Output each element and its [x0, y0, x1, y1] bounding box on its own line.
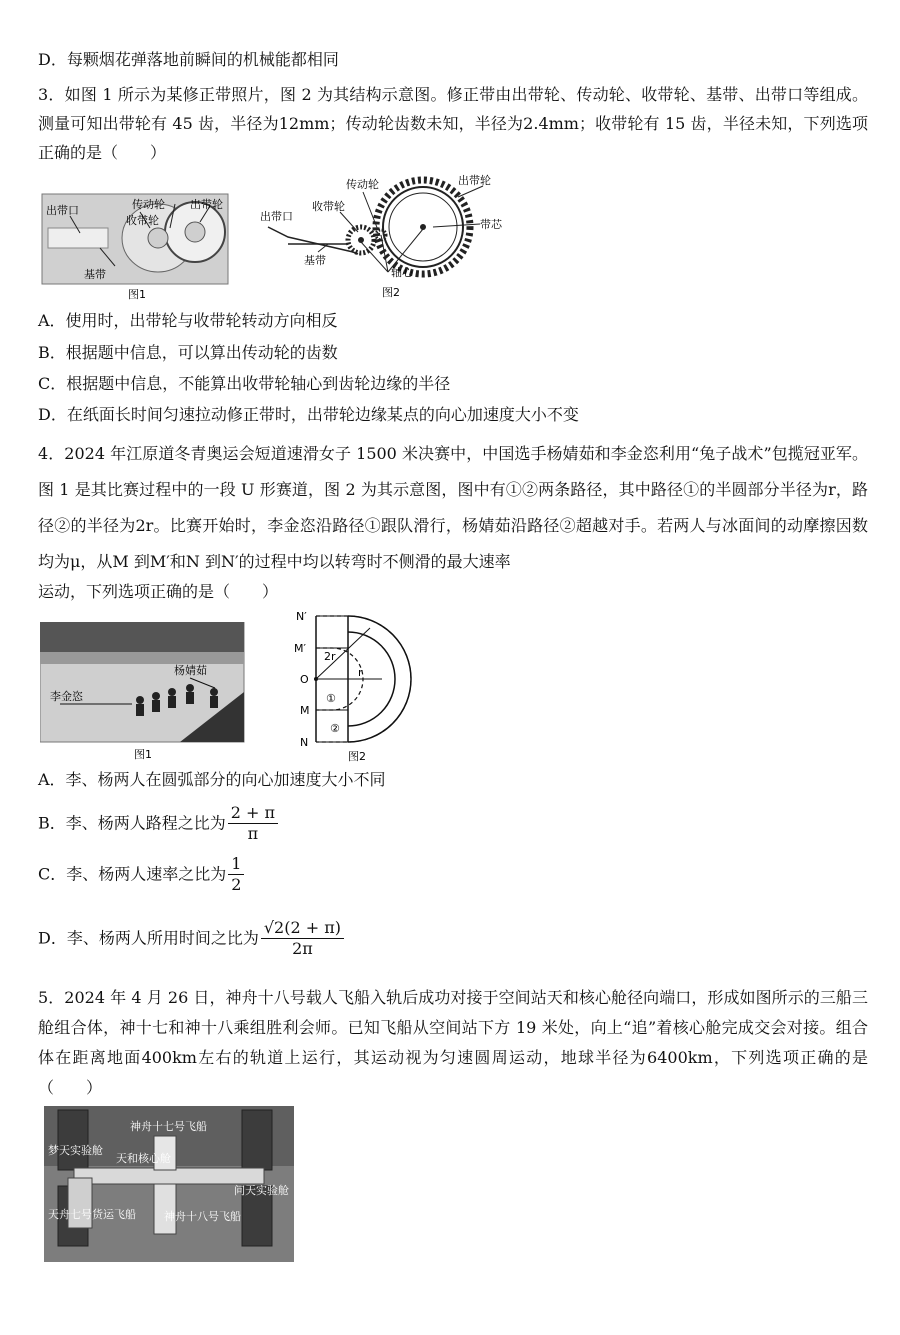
q4-fig2-label-O: O	[300, 673, 309, 686]
q4-figure-1	[40, 622, 246, 762]
fig1-label-supply: 出带轮	[190, 198, 223, 211]
q4-option-b-den: π	[247, 824, 259, 843]
q4-option-b-num: 2 + π	[228, 803, 278, 824]
q5-label-tianhe: 天和核心舱	[116, 1152, 171, 1165]
fig1-label-outlet: 出带口	[46, 204, 79, 217]
q4-fig2-label-path1: ①	[326, 692, 336, 705]
q4-fig1-label-li: 李金恣	[50, 690, 83, 703]
q4-fig2-label-r: r	[358, 666, 363, 679]
q3-option-a: A．使用时，出带轮与收带轮转动方向相反	[38, 311, 338, 330]
q4-option-d-num: √2(2 + π)	[261, 918, 344, 939]
fig1-label-takeup: 收带轮	[126, 214, 159, 227]
q4-option-c-num: 1	[228, 854, 244, 875]
q4-option-d-text: D．李、杨两人所用时间之比为	[38, 928, 259, 948]
q4-fig2-caption: 图2	[348, 750, 366, 763]
q4-option-d-den: 2π	[292, 939, 313, 958]
q4-option-c-fraction	[228, 854, 244, 895]
q3-option-b: B．根据题中信息，可以算出传动轮的齿数	[38, 343, 338, 362]
q3-option-d: D．在纸面长时间匀速拉动修正带时，出带轮边缘某点的向心加速度大小不变	[38, 405, 579, 424]
fig2-label-outlet: 出带口	[260, 210, 293, 223]
q5-space-station-photo	[44, 1106, 294, 1262]
fig1-label-drive: 传动轮	[132, 198, 165, 211]
q4-fig2-label-2r: 2r	[324, 650, 336, 663]
fig2-label-takeup: 收带轮	[312, 200, 345, 213]
q3-stem: 3．如图 1 所示为某修正带照片，图 2 为其结构示意图。修正带由出带轮、传动轮、收带轮、基带、出带口等组成。测量可知出带轮有 45 齿，半径为12mm；传动轮齿数未知，半径为2.4mm；收带轮有 15 齿，半径未知，下列选项正确的是（ ）	[38, 85, 868, 162]
q3-figure-1	[40, 188, 232, 300]
q5-stem: 5．2024 年 4 月 26 日，神舟十八号载人飞船入轨后成功对接于空间站天和核心舱径向端口，形成如图所示的三船三舱组合体，神十七和神十八乘组胜利会师。已知飞船从空间站下方 19 米处，向上“追”着核心舱完成交会对接。组合体在距离地面400km左右的轨道上运行，其运动视为匀速圆周运动，地球半径为6400km，下列选项正确的是（ ）	[38, 988, 868, 1097]
q4-fig2-label-M: M	[300, 704, 310, 717]
q2-option-d: D．每颗烟花弹落地前瞬间的机械能都相同	[38, 50, 339, 69]
q4-option-b-text: B．李、杨两人路程之比为	[38, 813, 226, 833]
q3-figure-2	[258, 172, 508, 302]
q4-option-b	[38, 803, 278, 844]
q4-option-c	[38, 854, 244, 895]
q4-figure-2	[292, 606, 422, 764]
q4-stem	[38, 436, 868, 580]
q4-stem-end: 运动，下列选项正确的是（ ）	[38, 582, 279, 601]
q4-fig1-caption: 图1	[134, 748, 152, 761]
fig1-caption: 图1	[128, 288, 146, 300]
q4-fig1-label-yang: 杨婧茹	[174, 664, 207, 677]
q4-fig2-label-Mp: M′	[294, 642, 306, 655]
q5-label-tz7: 天舟七号货运飞船	[48, 1208, 136, 1221]
fig2-label-tape: 基带	[304, 254, 326, 267]
fig2-caption: 图2	[382, 286, 400, 299]
q4-option-c-den: 2	[231, 875, 242, 894]
q4-option-b-fraction	[228, 803, 278, 844]
q5-label-sz18: 神舟十八号飞船	[164, 1210, 241, 1223]
q4-option-a: A．李、杨两人在圆弧部分的向心加速度大小不同	[38, 770, 386, 789]
fig2-label-supply: 出带轮	[458, 174, 491, 187]
q4-fig2-label-path2: ②	[330, 722, 340, 735]
q4-stem-text: 4．2024 年江原道冬青奥运会短道速滑女子 1500 米决赛中，中国选手杨婧茹和李金恣利用“兔子战术”包揽冠亚军。图 1 是其比赛过程中的一段 U 形赛道，图 2 为其示意图，图中有①②两条路径，其中路径①的半圆部分半径为r，路径②的半径为2r。比赛开始时，李金恣沿路径①跟队滑行，杨婧茹沿路径②超越对手。若两人与冰面间的动摩擦因数均为μ，从M 到M′和N 到N′的过程中均以转弯时不侧滑的最大速率	[38, 444, 868, 571]
q4-fig2-label-N: N	[300, 736, 309, 749]
q5-label-sz17: 神舟十七号飞船	[130, 1120, 207, 1133]
fig2-label-drive: 传动轮	[346, 178, 379, 191]
q4-option-d-fraction	[261, 918, 344, 959]
fig2-label-axle: 轴心	[391, 266, 413, 279]
fig1-label-tape: 基带	[84, 268, 106, 281]
q3-option-c: C．根据题中信息，不能算出收带轮轴心到齿轮边缘的半径	[38, 374, 451, 393]
fig2-label-core: 带芯	[480, 218, 502, 231]
q5-label-mengtian: 梦天实验舱	[48, 1144, 103, 1157]
q4-option-c-text: C．李、杨两人速率之比为	[38, 864, 227, 884]
q5-label-wentian: 问天实验舱	[234, 1184, 289, 1197]
q4-option-d	[38, 918, 344, 959]
q4-fig2-label-Np: N′	[296, 610, 307, 623]
